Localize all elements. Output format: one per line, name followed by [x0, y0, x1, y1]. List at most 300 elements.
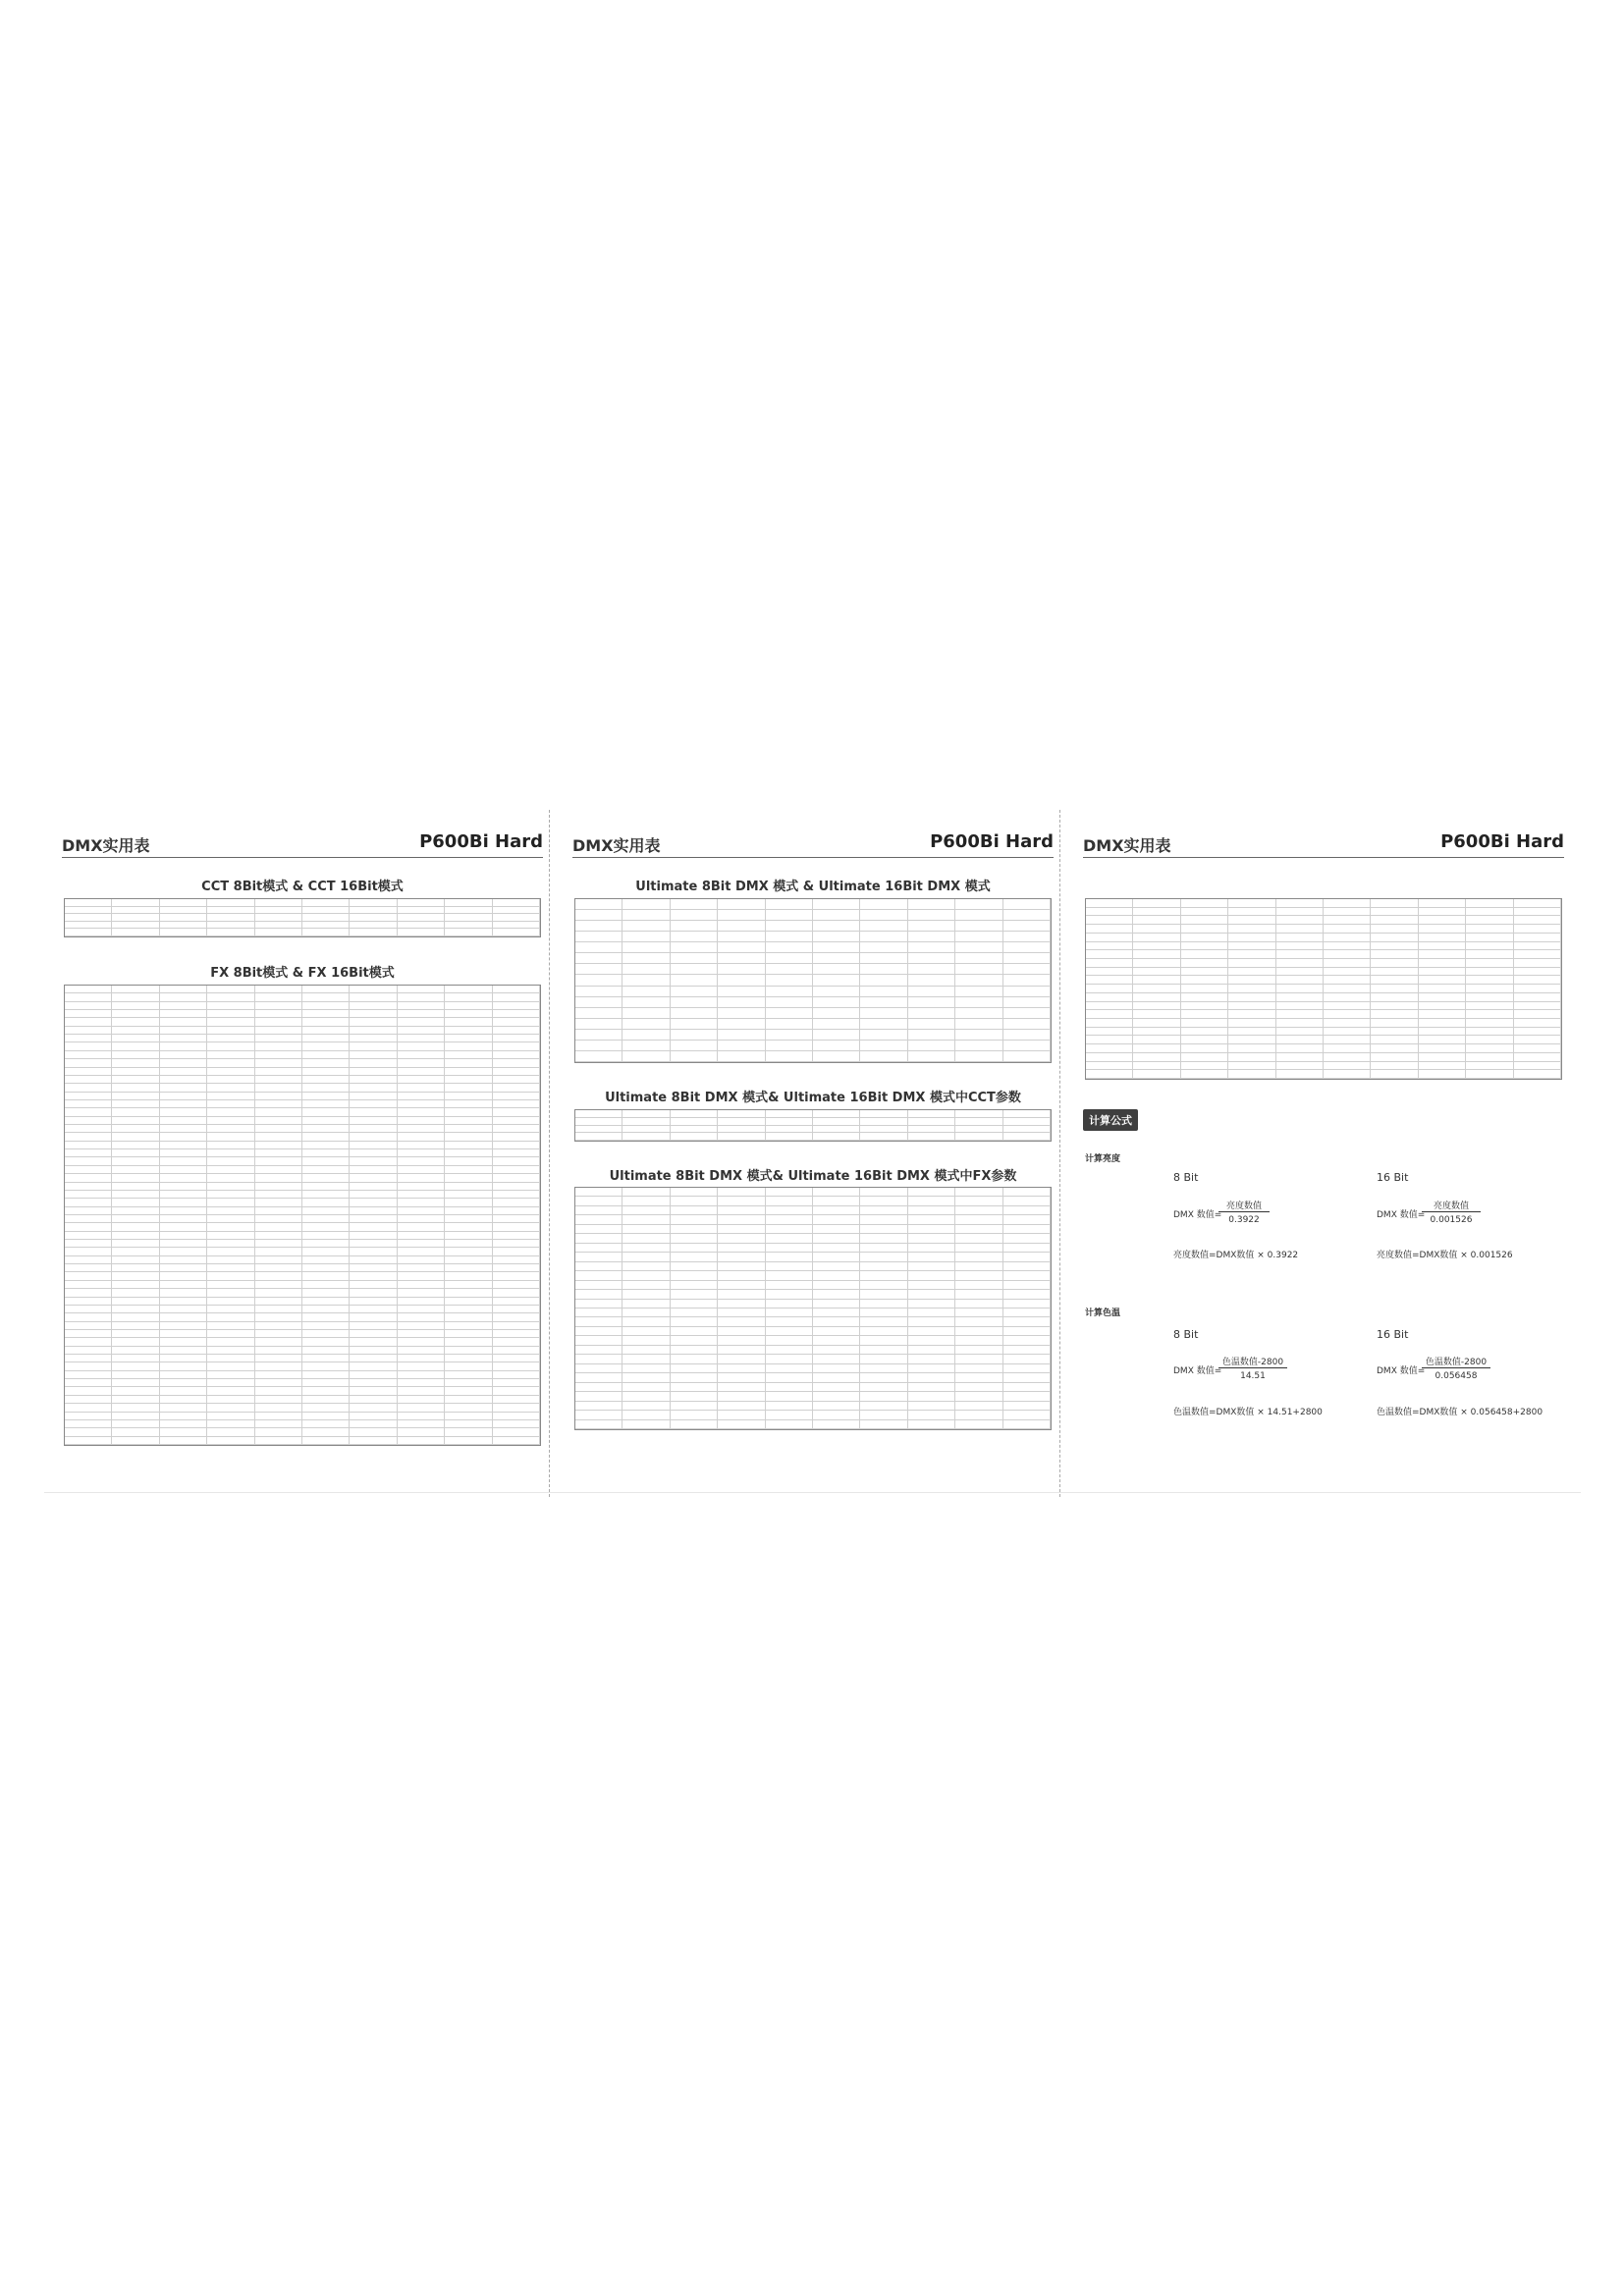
- table-cell: [493, 1157, 540, 1165]
- table-cell: [255, 1232, 302, 1240]
- table-cell: [445, 1108, 492, 1116]
- table-cell: [623, 1420, 670, 1429]
- table-cell: [65, 1313, 112, 1321]
- table-header-cell: [623, 1118, 670, 1126]
- table-cell: [1003, 1336, 1051, 1345]
- table-cell: [1419, 925, 1466, 934]
- table-cell: [908, 1051, 955, 1062]
- table-cell: [766, 987, 813, 997]
- table-cell: [350, 1051, 397, 1059]
- section-title-fx: FX 8Bit模式 & FX 16Bit模式: [210, 966, 395, 981]
- cct-calc-label: 计算色温: [1085, 1308, 1121, 1318]
- table-cell: [207, 1298, 254, 1306]
- table-cell: [1466, 985, 1513, 993]
- table-cell: [65, 1256, 112, 1264]
- table-cell: [575, 953, 623, 964]
- table-cell: [1419, 916, 1466, 925]
- table-cell: [671, 1336, 718, 1345]
- table-cell: [766, 1041, 813, 1051]
- table-cell: [255, 914, 302, 922]
- table-header-cell: [112, 907, 159, 915]
- table-cell: [908, 1215, 955, 1224]
- table-cell: [860, 1126, 907, 1134]
- table-cell: [445, 1248, 492, 1255]
- table-cell: [445, 1068, 492, 1076]
- table-cell: [160, 1322, 207, 1330]
- table-cell: [623, 1206, 670, 1215]
- table-cell: [445, 1330, 492, 1338]
- table-cell: [860, 1262, 907, 1271]
- table-cell: [1133, 1002, 1180, 1011]
- table-cell: [112, 1174, 159, 1182]
- table-cell: [302, 1223, 350, 1231]
- table-cell: [207, 1002, 254, 1010]
- table-header-cell: [1514, 908, 1561, 917]
- table-header-cell: [1003, 1118, 1051, 1126]
- table-cell: [671, 1041, 718, 1051]
- table-cell: [160, 1100, 207, 1108]
- table-cell: [398, 1215, 445, 1223]
- table-cell: [302, 1042, 350, 1050]
- table-cell: [350, 1018, 397, 1026]
- table-cell: [398, 1084, 445, 1092]
- table-cell: [302, 1256, 350, 1264]
- table-cell: [623, 1392, 670, 1401]
- table-cell: [445, 1002, 492, 1010]
- table-cell: [955, 953, 1002, 964]
- table-cell: [112, 1330, 159, 1338]
- table-cell: [766, 1253, 813, 1261]
- table-cell: [718, 1420, 765, 1429]
- table-cell: [445, 1042, 492, 1050]
- table-cell: [1003, 1373, 1051, 1382]
- table-header-cell: [350, 899, 397, 907]
- table-cell: [575, 1373, 623, 1382]
- table-cell: [350, 922, 397, 930]
- table-cell: [398, 1264, 445, 1272]
- table-cell: [445, 1387, 492, 1395]
- table-cell: [350, 1387, 397, 1395]
- table-cell: [160, 1413, 207, 1420]
- table-cell: [908, 1030, 955, 1041]
- table-cell: [350, 1371, 397, 1379]
- table-cell: [445, 1059, 492, 1067]
- table-cell: [112, 1362, 159, 1370]
- table-cell: [1133, 959, 1180, 968]
- table-cell: [766, 1290, 813, 1299]
- table-cell: [160, 1223, 207, 1231]
- table-cell: [398, 1149, 445, 1157]
- table-cell: [1514, 985, 1561, 993]
- table-cell: [718, 987, 765, 997]
- table-cell: [575, 1051, 623, 1062]
- table-cell: [445, 1117, 492, 1125]
- table-cell: [65, 1264, 112, 1272]
- table-header-cell: [493, 993, 540, 1001]
- table-cell: [112, 1100, 159, 1108]
- table-cell: [302, 1183, 350, 1191]
- table-cell: [207, 1059, 254, 1067]
- table-cell: [575, 1215, 623, 1224]
- table-header-cell: [860, 910, 907, 921]
- table-cell: [718, 1383, 765, 1392]
- table-header-cell: [766, 1197, 813, 1205]
- table-cell: [207, 1068, 254, 1076]
- table-cell: [1003, 1300, 1051, 1308]
- table-cell: [575, 1346, 623, 1355]
- table-cell: [207, 1322, 254, 1330]
- table-cell: [207, 1051, 254, 1059]
- table-cell: [1514, 1010, 1561, 1019]
- table-cell: [575, 1262, 623, 1271]
- table-cell: [1276, 959, 1324, 968]
- table-cell: [350, 1347, 397, 1355]
- table-cell: [575, 1234, 623, 1243]
- table-cell: [766, 964, 813, 975]
- table-header-cell: [623, 910, 670, 921]
- cct-16bit-label: 16 Bit: [1377, 1328, 1409, 1341]
- table-cell: [493, 1059, 540, 1067]
- table-cell: [65, 1223, 112, 1231]
- table-cell: [350, 1289, 397, 1297]
- table-cell: [112, 1437, 159, 1445]
- table-header-cell: [350, 986, 397, 993]
- table-cell: [813, 1271, 860, 1280]
- table-cell: [1324, 1028, 1371, 1037]
- table-cell: [955, 1420, 1002, 1429]
- table-cell: [493, 1396, 540, 1404]
- table-cell: [955, 942, 1002, 953]
- table-cell: [718, 1253, 765, 1261]
- table-cell: [1086, 1070, 1133, 1079]
- table-cell: [1466, 1044, 1513, 1053]
- table-header-cell: [955, 1118, 1002, 1126]
- table-cell: [575, 1019, 623, 1030]
- table-cell: [1003, 1383, 1051, 1392]
- table-cell: [955, 1253, 1002, 1261]
- table-cell: [207, 922, 254, 930]
- table-cell: [813, 942, 860, 953]
- table-header-cell: [160, 986, 207, 993]
- table-cell: [718, 1244, 765, 1253]
- table-cell: [160, 1166, 207, 1174]
- fraction-lhs: DMX 数值=: [1173, 1366, 1222, 1376]
- table-cell: [860, 1420, 907, 1429]
- table-cell: [445, 929, 492, 936]
- table-cell: [255, 1076, 302, 1084]
- table-header-cell: [1228, 899, 1275, 908]
- page-3: [1065, 810, 1564, 1497]
- table-cell: [65, 1362, 112, 1370]
- table-cell: [65, 1149, 112, 1157]
- table-cell: [718, 997, 765, 1008]
- table-cell: [493, 1215, 540, 1223]
- table-cell: [575, 964, 623, 975]
- table-cell: [65, 1142, 112, 1149]
- table-cell: [671, 1019, 718, 1030]
- table-cell: [493, 1042, 540, 1050]
- table-cell: [255, 1183, 302, 1191]
- table-cell: [860, 942, 907, 953]
- table-cell: [445, 1281, 492, 1289]
- table-cell: [1133, 1062, 1180, 1071]
- table-cell: [1228, 1010, 1275, 1019]
- table-cell: [766, 1392, 813, 1401]
- table-cell: [493, 1330, 540, 1338]
- table-cell: [718, 942, 765, 953]
- table-header-cell: [908, 1110, 955, 1118]
- table-cell: [908, 1225, 955, 1234]
- table-cell: [207, 1371, 254, 1379]
- table-cell: [1003, 1041, 1051, 1051]
- table-cell: [575, 1355, 623, 1363]
- table-cell: [623, 964, 670, 975]
- table-cell: [1466, 1010, 1513, 1019]
- table-cell: [813, 987, 860, 997]
- table-cell: [112, 1018, 159, 1026]
- table-cell: [350, 1330, 397, 1338]
- table-cell: [1276, 934, 1324, 942]
- table-cell: [493, 1240, 540, 1248]
- table-cell: [493, 1010, 540, 1018]
- table-cell: [255, 1396, 302, 1404]
- table-cell: [493, 1371, 540, 1379]
- table-cell: [493, 1413, 540, 1420]
- table-cell: [955, 1411, 1002, 1419]
- table-header-cell: [160, 899, 207, 907]
- table-cell: [766, 1126, 813, 1134]
- table-cell: [302, 1248, 350, 1255]
- table-cell: [813, 1392, 860, 1401]
- table-cell: [955, 987, 1002, 997]
- table-cell: [65, 1191, 112, 1199]
- table-header-cell: [1181, 908, 1228, 917]
- table-cell: [255, 1413, 302, 1420]
- table-cell: [445, 1306, 492, 1313]
- table-cell: [575, 921, 623, 932]
- table-header-cell: [813, 1110, 860, 1118]
- table-cell: [1086, 1019, 1133, 1028]
- table-cell: [1133, 942, 1180, 951]
- table-cell: [1419, 993, 1466, 1002]
- table-cell: [575, 1253, 623, 1261]
- table-cell: [255, 1059, 302, 1067]
- table-cell: [1228, 1002, 1275, 1011]
- table-cell: [445, 1183, 492, 1191]
- table-cell: [255, 1108, 302, 1116]
- table-cell: [445, 1347, 492, 1355]
- table-cell: [398, 929, 445, 936]
- table-cell: [350, 1183, 397, 1191]
- table-header-cell: [623, 1110, 670, 1118]
- table-cell: [1086, 1044, 1133, 1053]
- table-cell: [955, 1215, 1002, 1224]
- table-cell: [398, 1306, 445, 1313]
- table-cell: [1466, 1053, 1513, 1062]
- table-cell: [813, 1411, 860, 1419]
- table-cell: [302, 1428, 350, 1436]
- table-cell: [255, 1166, 302, 1174]
- table-cell: [1133, 976, 1180, 985]
- table-cell: [160, 1059, 207, 1067]
- table-cell: [302, 1313, 350, 1321]
- table-cell: [575, 1364, 623, 1373]
- table-header-cell: [1003, 910, 1051, 921]
- table-header-cell: [398, 907, 445, 915]
- table-cell: [350, 1133, 397, 1141]
- table-cell: [493, 1355, 540, 1362]
- table-cell: [350, 1174, 397, 1182]
- table-cell: [908, 932, 955, 942]
- table-cell: [718, 1346, 765, 1355]
- table-cell: [302, 1420, 350, 1428]
- table-cell: [860, 1225, 907, 1234]
- table-cell: [255, 1404, 302, 1412]
- table-cell: [575, 1271, 623, 1280]
- table-cell: [1228, 1053, 1275, 1062]
- table-cell: [112, 1076, 159, 1084]
- table-cell: [493, 1281, 540, 1289]
- table-cell: [671, 1008, 718, 1019]
- table-cell: [398, 1042, 445, 1050]
- table-cell: [160, 1042, 207, 1050]
- table-header-cell: [623, 899, 670, 910]
- table-cell: [1466, 976, 1513, 985]
- table-cell: [1181, 1019, 1228, 1028]
- table-header-cell: [1276, 908, 1324, 917]
- table-cell: [623, 1317, 670, 1326]
- brightness-calc-label: 计算亮度: [1085, 1154, 1121, 1164]
- table-cell: [302, 1125, 350, 1133]
- table-cell: [1003, 1281, 1051, 1290]
- table-cell: [493, 1133, 540, 1141]
- table-cell: [766, 1383, 813, 1392]
- table-cell: [207, 1191, 254, 1199]
- table-cell: [1514, 1019, 1561, 1028]
- table-cell: [398, 1248, 445, 1255]
- table-cell: [445, 1264, 492, 1272]
- table-cell: [1228, 993, 1275, 1002]
- table-cell: [1371, 1070, 1418, 1079]
- table-cell: [860, 1327, 907, 1336]
- table-cell: [112, 1420, 159, 1428]
- table-cell: [671, 1271, 718, 1280]
- table-cell: [1324, 925, 1371, 934]
- page-header: [1083, 831, 1564, 857]
- table-cell: [493, 1108, 540, 1116]
- table-cell: [766, 1317, 813, 1326]
- table-cell: [112, 1042, 159, 1050]
- table-cell: [493, 1437, 540, 1445]
- table-header-cell: [860, 1118, 907, 1126]
- table-cell: [302, 1387, 350, 1395]
- table-header-cell: [1086, 908, 1133, 917]
- table-cell: [302, 1264, 350, 1272]
- table-header-cell: [718, 899, 765, 910]
- table-cell: [671, 997, 718, 1008]
- table-cell: [813, 921, 860, 932]
- table-header-cell: [766, 1118, 813, 1126]
- table-cell: [398, 922, 445, 930]
- table-cell: [955, 1336, 1002, 1345]
- table-cell: [718, 1290, 765, 1299]
- table-cell: [350, 1240, 397, 1248]
- table-cell: [207, 1142, 254, 1149]
- table-cell: [302, 1108, 350, 1116]
- table-cell: [160, 1404, 207, 1412]
- table-cell: [1466, 1036, 1513, 1044]
- table-header-cell: [255, 899, 302, 907]
- table-cell: [1181, 985, 1228, 993]
- table-cell: [623, 1126, 670, 1134]
- table-cell: [493, 1207, 540, 1215]
- table-cell: [766, 1225, 813, 1234]
- table-cell: [908, 964, 955, 975]
- table-cell: [207, 1076, 254, 1084]
- table-cell: [575, 1327, 623, 1336]
- table-cell: [575, 1317, 623, 1326]
- table-cell: [1086, 1036, 1133, 1044]
- table-cell: [350, 1232, 397, 1240]
- table-cell: [445, 1420, 492, 1428]
- table-cell: [302, 1362, 350, 1370]
- table-cell: [255, 1371, 302, 1379]
- brightness-8bit-formula: 亮度数值=DMX数值 × 0.3922: [1173, 1251, 1299, 1260]
- table-cell: [255, 1355, 302, 1362]
- table-cell: [671, 1133, 718, 1141]
- table-cell: [1003, 1133, 1051, 1141]
- table-cell: [1466, 942, 1513, 951]
- table-cell: [1324, 1019, 1371, 1028]
- table-cell: [160, 1199, 207, 1206]
- table-cell: [65, 1002, 112, 1010]
- table-cell: [718, 1308, 765, 1317]
- table-header-cell: [1003, 899, 1051, 910]
- table-cell: [65, 1281, 112, 1289]
- table-cell: [1228, 1019, 1275, 1028]
- table-header-cell: [1324, 899, 1371, 908]
- table-cell: [955, 1300, 1002, 1308]
- fraction-denominator: 0.3922: [1228, 1215, 1260, 1225]
- table-cell: [493, 1379, 540, 1387]
- table-cell: [575, 1041, 623, 1051]
- table-cell: [575, 1281, 623, 1290]
- table-cell: [398, 1420, 445, 1428]
- table-cell: [718, 975, 765, 986]
- table-cell: [207, 1330, 254, 1338]
- table-header-cell: [908, 1118, 955, 1126]
- table-cell: [1276, 1044, 1324, 1053]
- table-cell: [860, 1290, 907, 1299]
- table-cell: [860, 1206, 907, 1215]
- table-cell: [493, 1100, 540, 1108]
- table-cell: [160, 1125, 207, 1133]
- table-cell: [575, 1244, 623, 1253]
- table-cell: [813, 1126, 860, 1134]
- table-cell: [255, 1199, 302, 1206]
- table-cell: [493, 1362, 540, 1370]
- table-cell: [1514, 1044, 1561, 1053]
- table-cell: [112, 1289, 159, 1297]
- table-cell: [65, 1371, 112, 1379]
- table-cell: [350, 1362, 397, 1370]
- table-cell: [160, 1313, 207, 1321]
- table-cell: [207, 1428, 254, 1436]
- table-cell: [398, 1100, 445, 1108]
- table-cell: [112, 1313, 159, 1321]
- table-header-cell: [1419, 899, 1466, 908]
- table-cell: [445, 914, 492, 922]
